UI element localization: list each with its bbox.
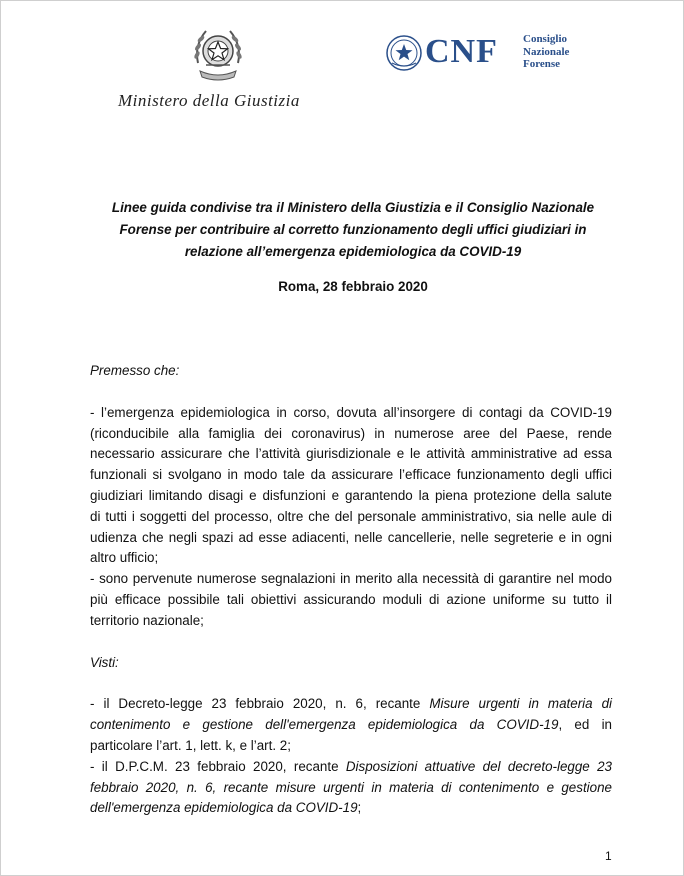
text-line — [90, 715, 612, 736]
ministero-logo — [118, 23, 328, 123]
premesso-paragraph-2 — [90, 569, 612, 631]
document-title — [93, 197, 613, 263]
text-run-italic: febbraio 2020, n. 6, recante misure urgenti in materia di contenimento e gestione — [90, 779, 612, 795]
cnf-full-name-line: Consiglio — [523, 33, 568, 45]
text-line — [90, 694, 612, 715]
cnf-full-name-line: Forense — [523, 58, 561, 70]
text-line: di tutti i soggetti del processo, oltre che del personale amministrativo, sia nelle aule di — [90, 508, 612, 524]
text-line: particolare l’art. 1, lett. k, e l’art. 2; — [90, 737, 291, 753]
text-line — [90, 757, 612, 778]
title-line: Forense per contribuire al corretto funzionamento degli uffici giudiziari in — [119, 222, 587, 237]
visti-item-2 — [90, 757, 612, 819]
cnf-full-name-line: Nazionale — [523, 45, 570, 58]
text-line: - l’emergenza epidemiologica in corso, dovuta all’insorgere di contagi da COVID-19 — [90, 404, 612, 420]
text-line: udienza che negli spazi ad esse adiacenti, nelle cancellerie, nelle segreterie e in ogni — [90, 529, 612, 545]
text-line: altro ufficio; — [90, 550, 159, 566]
text-line: territorio nazionale; — [90, 612, 204, 628]
premesso-heading: Premesso che: — [90, 363, 180, 378]
text-line: (riconducibile alla famiglia dei coronavirus) in numerose aree del Paese, rende — [90, 425, 612, 441]
cnf-seal-icon — [385, 33, 423, 73]
title-line: relazione all’emergenza epidemiologica da COVID-19 — [184, 244, 522, 259]
text-run-italic: Misure urgenti in materia di — [429, 696, 612, 712]
text-run: - il D.P.C.M. 23 febbraio 2020, recante — [90, 758, 346, 774]
text-run-italic: Disposizioni attuative del decreto-legge 23 — [345, 758, 612, 774]
text-line: più efficace possibile tali obiettivi assicurando moduli di azione uniforme su tutto il — [90, 591, 612, 607]
text-line — [90, 798, 612, 819]
cnf-full-name — [523, 33, 569, 71]
text-run: ; — [357, 800, 362, 816]
visti-item-1 — [90, 694, 612, 756]
text-line: - sono pervenute numerose segnalazioni in merito alla necessità di garantire nel modo — [90, 571, 612, 587]
text-run-italic: dell'emergenza epidemiologica da COVID-19 — [90, 800, 358, 816]
ministero-logo-text: Ministero della Giustizia — [118, 91, 300, 110]
italian-emblem-icon — [188, 23, 248, 85]
text-run: - il Decreto-legge 23 febbraio 2020, n. 6, recante — [90, 696, 430, 712]
cnf-logo — [385, 31, 585, 79]
text-line: necessario assicurare che l’attività giurisdizionale e le attività amministrative ad essa — [90, 446, 612, 462]
premesso-paragraph-1 — [90, 403, 612, 569]
text-line: giudiziari limitando disagi e disfunzioni e garantendo la piena protezione della salute — [90, 487, 612, 503]
text-line: funzionali si svolgano in modo tale da assicurare l’efficace funzionamento degli uffici — [90, 467, 612, 483]
text-line — [90, 778, 612, 799]
page-number: 1 — [605, 849, 612, 863]
document-body — [90, 361, 612, 819]
text-run: , ed in — [558, 717, 613, 733]
document-date: Roma, 28 febbraio 2020 — [278, 279, 428, 294]
title-line: Linee guida condivise tra il Ministero della Giustizia e il Consiglio Nazionale — [111, 200, 595, 215]
cnf-abbreviation: CNF — [425, 33, 498, 70]
text-run-italic: contenimento e gestione dell'emergenza epidemiologica da COVID-19 — [90, 717, 559, 733]
visti-heading: Visti: — [90, 654, 119, 670]
